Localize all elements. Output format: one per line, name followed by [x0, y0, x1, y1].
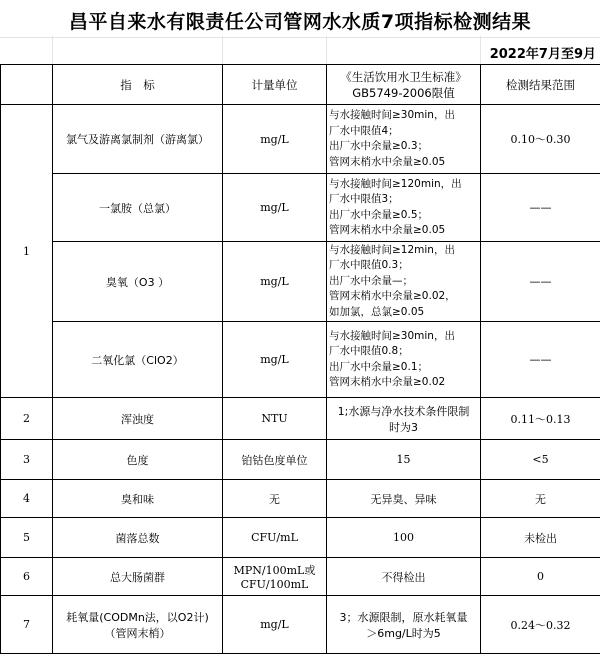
result-cell: <5 [481, 440, 600, 480]
indicator-cell: 二氧化氯（ClO2） [53, 322, 223, 398]
row-index: 7 [1, 596, 53, 654]
limit-line: 厂水中限值0.8； [329, 345, 409, 357]
table-row [1, 480, 600, 518]
limit-cell: 15 [327, 440, 481, 480]
limit-line: 时为3 [389, 420, 418, 434]
unit-cell: mg/L [223, 596, 327, 654]
table-row [1, 242, 600, 322]
row-index: 5 [1, 518, 53, 558]
table-row [1, 596, 600, 654]
limit-line: 厂水中限值3； [329, 193, 399, 205]
result-cell: 无 [481, 480, 600, 518]
unit-cell: 铂钴色度单位 [223, 440, 327, 480]
header-index [1, 65, 53, 105]
table-row [1, 105, 600, 174]
limit-line: 出厂水中余量≥0.5； [329, 208, 428, 221]
indicator-cell: 色度 [53, 440, 223, 480]
limit-line: 出厂水中余量≥0.1； [329, 360, 428, 373]
limit-line: 出厂水中余量≥0.3； [329, 140, 428, 152]
limit-cell: 无异臭、异味 [327, 480, 481, 518]
limit-cell: 100 [327, 518, 481, 558]
limit-cell [327, 398, 481, 440]
row-index: 3 [1, 440, 53, 480]
date-range: 2022年7月至9月 [489, 46, 596, 62]
header-limit-line: GB5749-2006限值 [352, 85, 455, 100]
result-cell: 0 [481, 558, 600, 596]
row-index: 4 [1, 480, 53, 518]
result-cell: —— [481, 322, 600, 398]
indicator-line: （管网末梢） [104, 626, 171, 640]
indicator-cell [53, 596, 223, 654]
unit-cell [223, 558, 327, 596]
header-result: 检测结果范围 [481, 65, 600, 105]
water-quality-table [0, 64, 600, 654]
table-row [1, 174, 600, 242]
limit-line: 管网末梢水中余量≥0.02， [329, 290, 456, 303]
header-indicator: 指 标 [53, 65, 223, 105]
result-cell: 0.11～0.13 [481, 398, 600, 440]
limit-cell [327, 596, 481, 654]
faint-gridline [480, 36, 481, 64]
table-row [1, 322, 600, 398]
unit-cell: CFU/mL [223, 518, 327, 558]
limit-line: 与水接触时间≥30min，出 [329, 109, 455, 121]
faint-gridline [222, 36, 223, 64]
header-limit-line: 《生活饮用水卫生标准》 [340, 69, 467, 84]
limit-cell [327, 242, 481, 322]
indicator-cell: 浑浊度 [53, 398, 223, 440]
report-title: 昌平自来水有限责任公司管网水水质7项指标检测结果 [68, 10, 532, 33]
limit-line: 如加氯，总氯≥0.05 [329, 305, 425, 318]
limit-line: 与水接触时间≥12min，出 [329, 243, 455, 256]
unit-cell: mg/L [223, 174, 327, 242]
row-index: 6 [1, 558, 53, 596]
row-index: 2 [1, 398, 53, 440]
limit-cell [327, 174, 481, 242]
limit-line: 与水接触时间≥120min，出 [329, 177, 462, 190]
limit-line: 厂水中限值0.3； [329, 259, 409, 272]
table-header-row [1, 65, 600, 105]
result-cell: 0.24～0.32 [481, 596, 600, 654]
unit-line: MPN/100mL或 [233, 564, 316, 577]
header-unit: 计量单位 [223, 65, 327, 105]
limit-line: 3；水源限制，原水耗氧量 [339, 610, 468, 624]
unit-cell: mg/L [223, 322, 327, 398]
faint-gridline [326, 36, 327, 64]
table-row [1, 440, 600, 480]
indicator-cell: 臭和味 [53, 480, 223, 518]
result-cell: 0.10～0.30 [481, 105, 600, 174]
result-cell: 未检出 [481, 518, 600, 558]
table-row [1, 518, 600, 558]
indicator-cell: 总大肠菌群 [53, 558, 223, 596]
limit-line: 出厂水中余量—； [329, 274, 413, 287]
limit-cell [327, 322, 481, 398]
limit-line: 管网末梢水中余量≥0.02 [329, 376, 446, 388]
row-index: 1 [1, 105, 53, 398]
indicator-cell: 臭氧（O3 ） [53, 242, 223, 322]
unit-cell: mg/L [223, 105, 327, 174]
indicator-cell: 氯气及游离氯制剂（游离氯） [53, 105, 223, 174]
indicator-cell: 菌落总数 [53, 518, 223, 558]
unit-cell: mg/L [223, 242, 327, 322]
indicator-cell: 一氯胺（总氯） [53, 174, 223, 242]
unit-cell: 无 [223, 480, 327, 518]
result-cell: —— [481, 242, 600, 322]
table-row [1, 398, 600, 440]
result-cell: —— [481, 174, 600, 242]
limit-cell: 不得检出 [327, 558, 481, 596]
table-row [1, 558, 600, 596]
unit-cell: NTU [223, 398, 327, 440]
limit-line: 厂水中限值4； [329, 124, 399, 137]
limit-line: 与水接触时间≥30min，出 [329, 329, 455, 342]
limit-line: 1;水源与净水技术条件限制 [337, 404, 470, 418]
faint-gridline [52, 36, 53, 64]
indicator-line: 耗氧量(CODMn法，以O2计) [66, 610, 209, 624]
header-limit [327, 65, 481, 105]
limit-line: ＞6mg/L时为5 [366, 626, 441, 640]
limit-line: 管网末梢水中余量≥0.05 [329, 155, 446, 168]
limit-line: 管网末梢水中余量≥0.05 [329, 224, 446, 236]
limit-cell [327, 105, 481, 174]
unit-line: CFU/100mL [240, 578, 309, 591]
